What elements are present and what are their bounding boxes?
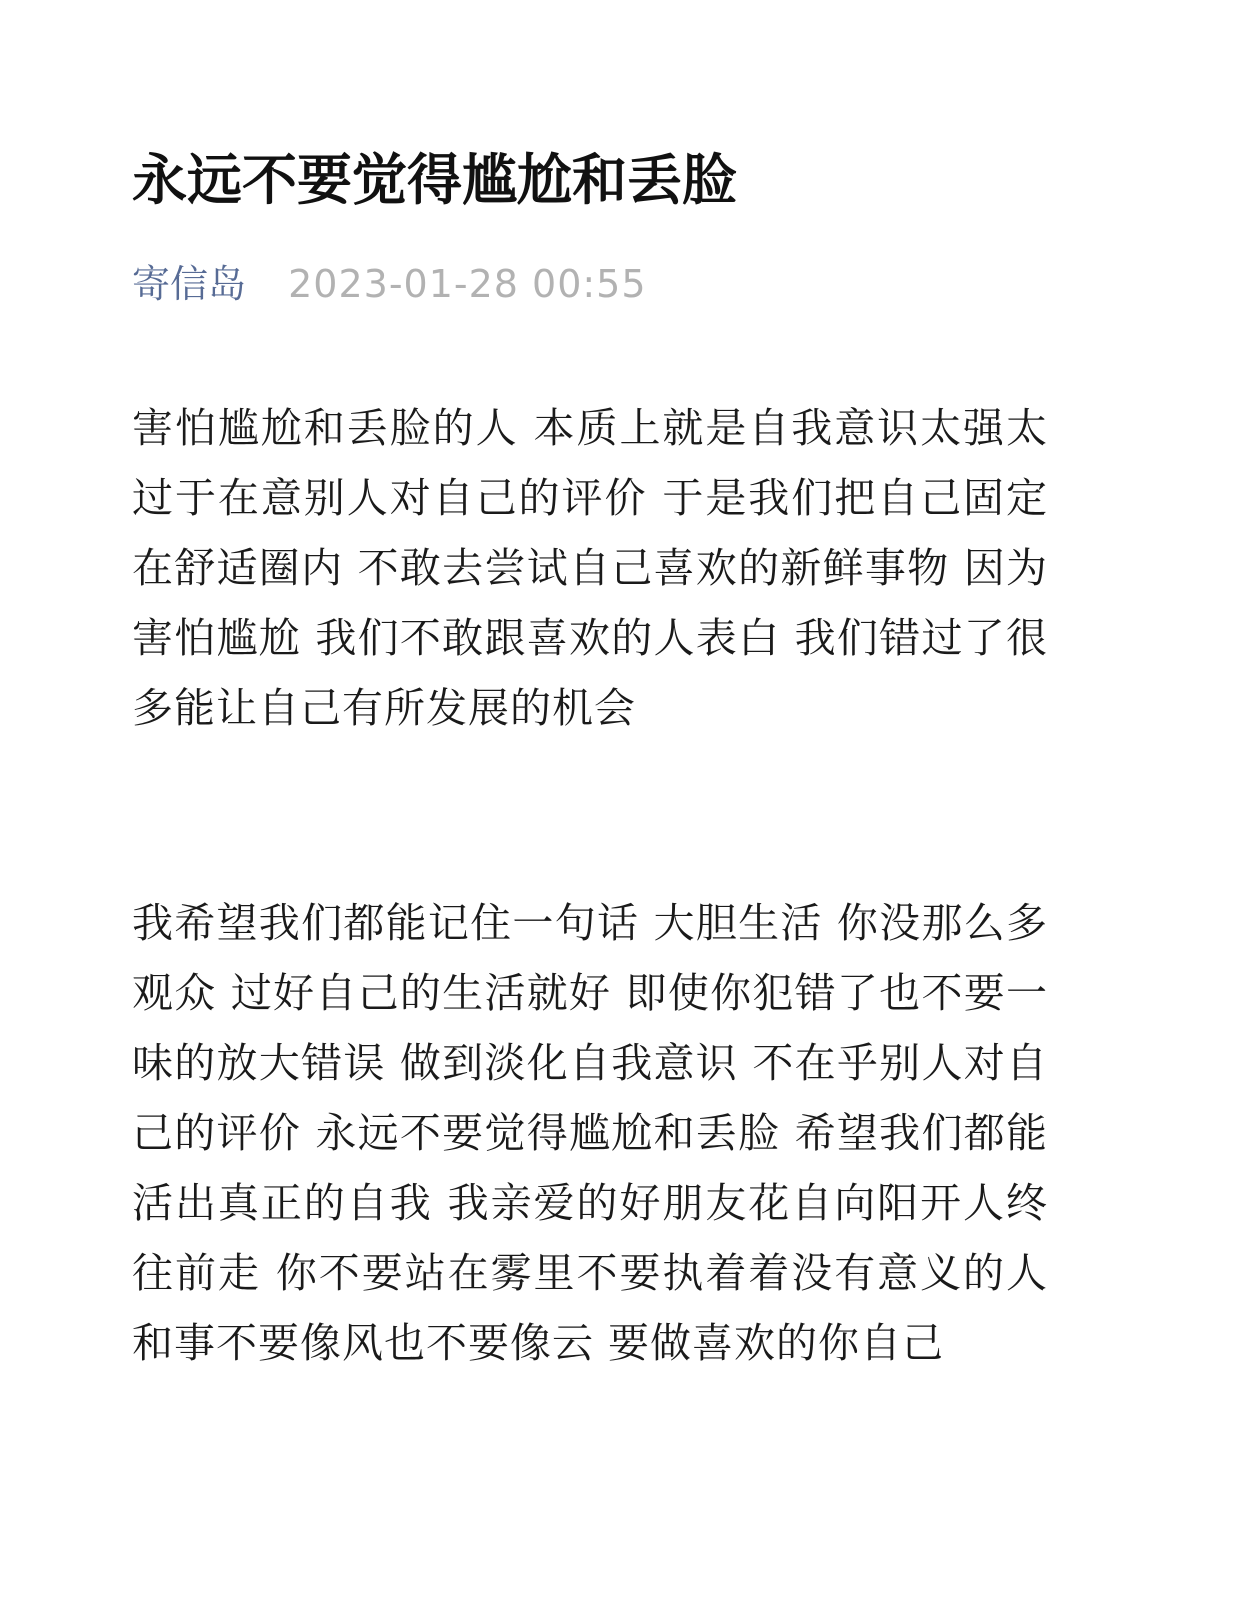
article-meta [132, 258, 647, 310]
article-title: 永远不要觉得尴尬和丢脸 [132, 148, 738, 212]
author-link[interactable]: 寄信岛 [132, 262, 247, 306]
publish-date: 2023-01-28 00:55 [288, 262, 647, 306]
article-paragraph-1: 害怕尴尬和丢脸的人 本质上就是自我意识太强太过于在意别人对自己的评价 于是我们把自己固定在舒适圈内 不敢去尝试自己喜欢的新鲜事物 因为害怕尴尬 我们不敢跟喜欢的人表白 我们错过了很多能让自己有所发展的机会 [132, 404, 1048, 732]
article-paragraph-2: 我希望我们都能记住一句话 大胆生活 你没那么多观众 过好自己的生活就好 即使你犯错了也不要一味的放大错误 做到淡化自我意识 不在乎别人对自己的评价 永远不要觉得尴尬和丢脸 希望我们都能活出真正的自我 我亲爱的好朋友花自向阳开人终往前走 你不要站在雾里不要执着着没有意义的人和事不要像风也不要像云 要做喜欢的你自己 [132, 899, 1048, 1367]
